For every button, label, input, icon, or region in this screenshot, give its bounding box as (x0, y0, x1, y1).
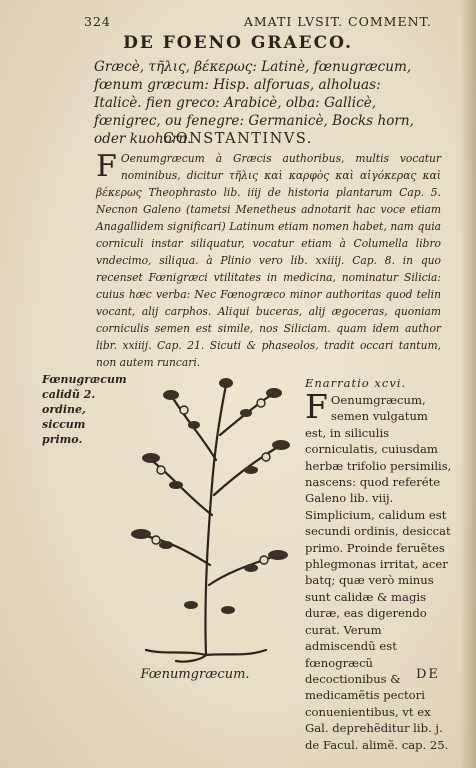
enarratio-text: Oenumgræcum, semen vulgatum est, in siliculis corniculatis, cuiusdam herbæ trifolio persimilis, nascens: quod referéte Galeno lib. viij. Simplicium, calidum est secundi ordinis, desiccat primo. Proinde feruẽtes phlegmonas irritat, acer batq; quæ verò minus sunt calidæ & magis duræ, eas digerendo curat. Verum admiscendũ est fœnogræcũ decoctionibus & medicamẽtis pectori conuenientibus, vt ex Gal. deprehẽditur lib. j. de Facul. alimẽ. cap. 25. (305, 393, 452, 752)
constantinus-paragraph (96, 150, 441, 371)
plant-woodcut (116, 365, 296, 685)
plant-illustration-icon (116, 365, 296, 665)
page-number: 324 (84, 14, 111, 29)
constantinus-text: Oenumgræcum à Græcis authoribus, multis vocatur nominibus, dicitur τῆλις καὶ καρφὸς καὶ αἰγόκερας καὶ βέκερως Theophrasto lib. iiij de historia plantarum Cap. 5. Necnon Galeno (tametsi Menetheus adnotarit hac voce etiam Anagallidem significari) Latinum etiam nomen habet, nam quia corniculi instar siliquatur, vocatur etiam à Columella libro vndecimo, siliqua. à Plinio vero lib. xxiiij. Cap. 8. in quo recenset Fœnigræci vtilitates in medicina, nominatur Silicia: cuius hæc verba: Nec Fœnogræco minor authoritas quod telin vocant, alij carphos. Aliqui buceras, alij ægoceras, quoniam corniculis semen est simile, nos Siliciam. quam idem author libr. xxiiij. Cap. 21. Sicuti & phaseolos, tradit occari tantum, non autem runcari. (96, 152, 441, 369)
section-heading: CONSTANTINVS. (163, 131, 313, 147)
enarratio-paragraph (305, 387, 452, 753)
chapter-title: DE FOENO GRAECO. (123, 33, 353, 53)
running-header (84, 14, 432, 29)
plant-caption: Fœnumgræcum. (140, 667, 250, 682)
synonyms-paragraph: Græcè, τῆλις, βέκερως: Latinè, fœnugræcum, fœnum græcum: Hisp. alforuas, alholuas: Italicè. fien greco: Arabicè, olba: Gallicè, fœnigrec, ou fenegre: Germanicè, Bocks horn, oder kuohorn. (94, 59, 414, 147)
enarratio-label: Enarratio xcvi. (305, 376, 407, 390)
drop-cap: F (96, 149, 117, 184)
margin-note: Fœnugræcum calidũ 2. ordine, siccum primo. (42, 373, 127, 446)
running-title: AMATI LVSIT. COMMENT. (243, 14, 432, 29)
drop-cap: F (305, 387, 328, 426)
catchword: DE (416, 667, 440, 682)
page-edge-shadow (460, 0, 476, 768)
